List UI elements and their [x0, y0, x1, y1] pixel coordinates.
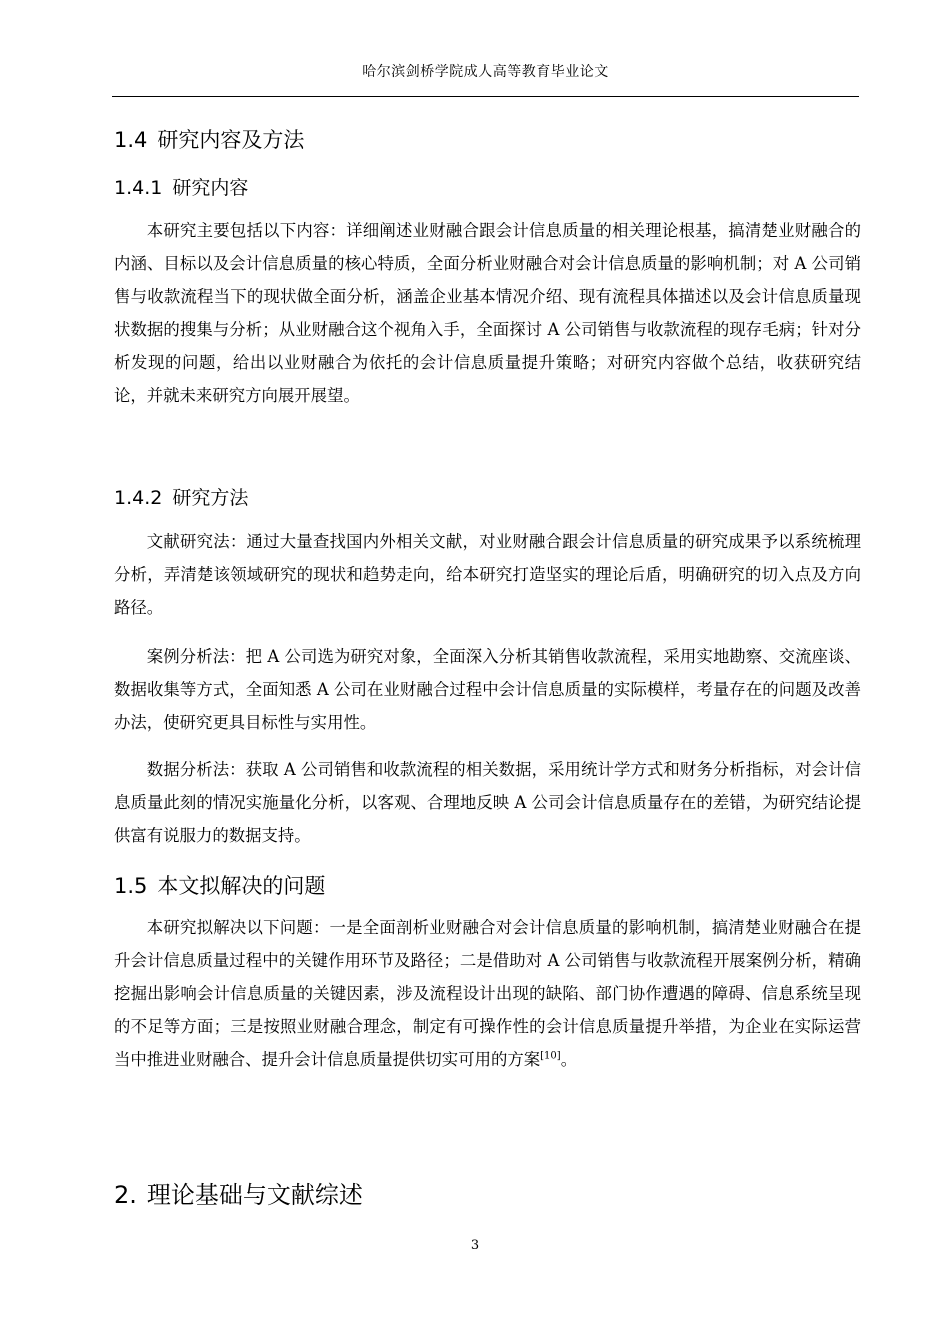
paragraph-ending: 。 [560, 1050, 578, 1069]
heading-title: 研究内容及方法 [157, 128, 305, 152]
heading-1-4-1 [114, 176, 248, 200]
running-header: 哈尔滨剑桥学院成人高等教育毕业论文 [362, 64, 609, 80]
heading-number: 2. [114, 1181, 137, 1209]
heading-title: 研究内容 [172, 177, 249, 199]
heading-1-5 [114, 873, 325, 899]
heading-number: 1.5 [114, 874, 148, 898]
paragraph-text: 本研究拟解决以下问题：一是全面剖析业财融合对会计信息质量的影响机制，搞清楚业财融合在提升会计信息质量过程中的关键作用环节及路径；二是借助对 A 公司销售与收款流程开展案例分析，精确挖掘出影响会计信息质量的关键因素，涉及流程设计出现的缺陷、部门协作遭遇的障碍、信息系统呈现的不足等方面；三是按照业财融合理念，制定有可操作性的会计信息质量提升举措，为企业在实际运营当中推进业财融合、提升会计信息质量提供切实可用的方案 [114, 918, 861, 1069]
paragraph-research-content: 本研究主要包括以下内容：详细阐述业财融合跟会计信息质量的相关理论根基，搞清楚业财融合的内涵、目标以及会计信息质量的核心特质，全面分析业财融合对会计信息质量的影响机制；对 A 公司销售与收款流程当下的现状做全面分析，涵盖企业基本情况介绍、现有流程具体描述以及会计信息质量现状数据的搜集与分析；从业财融合这个视角入手，全面探讨 A 公司销售与收款流程的现存毛病；针对分析发现的问题，给出以业财融合为依托的会计信息质量提升策略；对研究内容做个总结，收获研究结论，并就未来研究方向展开展望。 [114, 221, 861, 405]
header-rule [112, 96, 859, 97]
page-number: 3 [470, 1238, 480, 1253]
paragraph-literature-method: 文献研究法：通过大量查找国内外相关文献，对业财融合跟会计信息质量的研究成果予以系统梳理分析，弄清楚该领域研究的现状和趋势走向，给本研究打造坚实的理论后盾，明确研究的切入点及方向路径。 [114, 532, 861, 617]
heading-number: 1.4.1 [114, 177, 163, 199]
heading-number: 1.4 [114, 128, 148, 152]
paragraph-case-method: 案例分析法：把 A 公司选为研究对象，全面深入分析其销售收款流程，采用实地勘察、交流座谈、数据收集等方式，全面知悉 A 公司在业财融合过程中会计信息质量的实际模样，考量存在的问题及改善办法，使研究更具目标性与实用性。 [114, 647, 861, 732]
heading-1-4-2 [114, 486, 248, 510]
heading-title: 研究方法 [172, 487, 249, 509]
heading-title: 本文拟解决的问题 [157, 874, 326, 898]
paragraph-problems [114, 911, 861, 1076]
citation-ref: [10] [540, 1050, 561, 1062]
heading-1-4 [114, 127, 304, 153]
heading-title: 理论基础与文献综述 [146, 1181, 363, 1209]
heading-2 [114, 1180, 363, 1210]
heading-number: 1.4.2 [114, 487, 163, 509]
paragraph-data-method: 数据分析法：获取 A 公司销售和收款流程的相关数据，采用统计学方式和财务分析指标，对会计信息质量此刻的情况实施量化分析，以客观、合理地反映 A 公司会计信息质量存在的差错，为研究结论提供富有说服力的数据支持。 [114, 760, 861, 845]
